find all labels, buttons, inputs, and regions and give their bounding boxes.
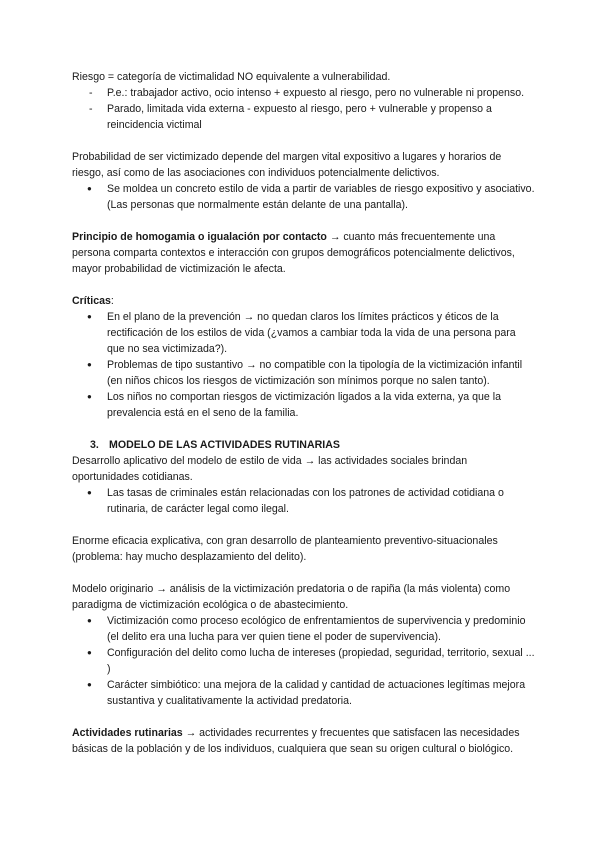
probabilidad-paragraph: Probabilidad de ser victimizado depende del margen vital expositivo a lugares y horarios de riesgo, así como de las asociaciones con individuos potencialmente delictivos.: [72, 151, 502, 179]
list-item: ● Configuración del delito como lucha de intereses (propiedad, seguridad, territorio, sexual ... ): [72, 645, 536, 677]
document-body: [72, 69, 536, 757]
originario-paragraph: Modelo originario → análisis de la victimización predatoria o de rapiña (la más violenta) como paradigma de victimización ecológica o de abastecimiento.: [72, 583, 511, 611]
homogamia-paragraph: [72, 229, 536, 277]
list-item: - Parado, limitada vida externa - expuesto al riesgo, pero + vulnerable y propenso a reincidencia victimal: [72, 101, 536, 133]
list-item: - P.e.: trabajador activo, ocio intenso + expuesto al riesgo, pero no vulnerable ni propenso.: [72, 85, 536, 101]
list-item: ● Las tasas de criminales están relacionadas con los patrones de actividad cotidiana o rutinaria, de carácter legal como ilegal.: [72, 485, 536, 517]
homogamia-term: Principio de homogamia o igualación por contacto: [72, 231, 327, 243]
eficacia-paragraph: Enorme eficacia explicativa, con gran desarrollo de planteamiento preventivo-situacionales (problema: hay mucho desplazamiento del delito).: [72, 535, 498, 563]
actividades-term: Actividades rutinarias: [72, 727, 183, 739]
section-heading: [72, 437, 536, 453]
originario-list: [72, 613, 536, 709]
list-item: ● Se moldea un concreto estilo de vida a partir de variables de riesgo expositivo y asociativo. (Las personas que normalmente están delante de una pantalla).: [72, 181, 536, 213]
criticas-list: [72, 309, 536, 421]
riesgo-intro: Riesgo = categoría de victimalidad NO equivalente a vulnerabilidad.: [72, 71, 391, 83]
list-item: ● Victimización como proceso ecológico de enfrentamientos de supervivencia y predominio (el delito era una lucha para ver quien tiene el poder de supervivencia).: [72, 613, 536, 645]
list-item: ● En el plano de la prevención → no quedan claros los límites prácticos y éticos de la rectificación de los estilos de vida (¿vamos a cambiar toda la vida de una persona para que no sea victimizada?).: [72, 309, 536, 357]
probabilidad-list: [72, 181, 536, 213]
riesgo-list: [72, 85, 536, 133]
actividades-paragraph: [72, 725, 536, 757]
homogamia-text: → cuanto más frecuentemente una persona comparta contextos e interacción con grupos demográficos potencialmente delictivos, mayor probabilidad de victimización le afecta.: [72, 231, 515, 275]
list-item: ● Problemas de tipo sustantivo → no compatible con la tipología de la victimización infantil (en niños chicos los riesgos de victimización son mínimos porque no salen tanto).: [72, 357, 536, 389]
list-item: ● Carácter simbiótico: una mejora de la calidad y cantidad de actuaciones legítimas mejora sustantiva y cualitativamente la actividad predatoria.: [72, 677, 536, 709]
section-number: 3.: [90, 439, 99, 451]
section-title: MODELO DE LAS ACTIVIDADES RUTINARIAS: [109, 439, 340, 451]
list-item: ● Los niños no comportan riesgos de victimización ligados a la vida externa, ya que la prevalencia está en el seno de la familia.: [72, 389, 536, 421]
criticas-heading: [72, 293, 536, 309]
modelo-paragraph: Desarrollo aplicativo del modelo de estilo de vida → las actividades sociales brindan oportunidades cotidianas.: [72, 455, 468, 483]
modelo-list: [72, 485, 536, 517]
criticas-colon: :: [110, 295, 114, 307]
actividades-text: → actividades recurrentes y frecuentes que satisfacen las necesidades básicas de la población y de los individuos, cualquiera que sean su origen cultural o biológico.: [72, 727, 520, 755]
criticas-title: Críticas: [72, 295, 111, 307]
